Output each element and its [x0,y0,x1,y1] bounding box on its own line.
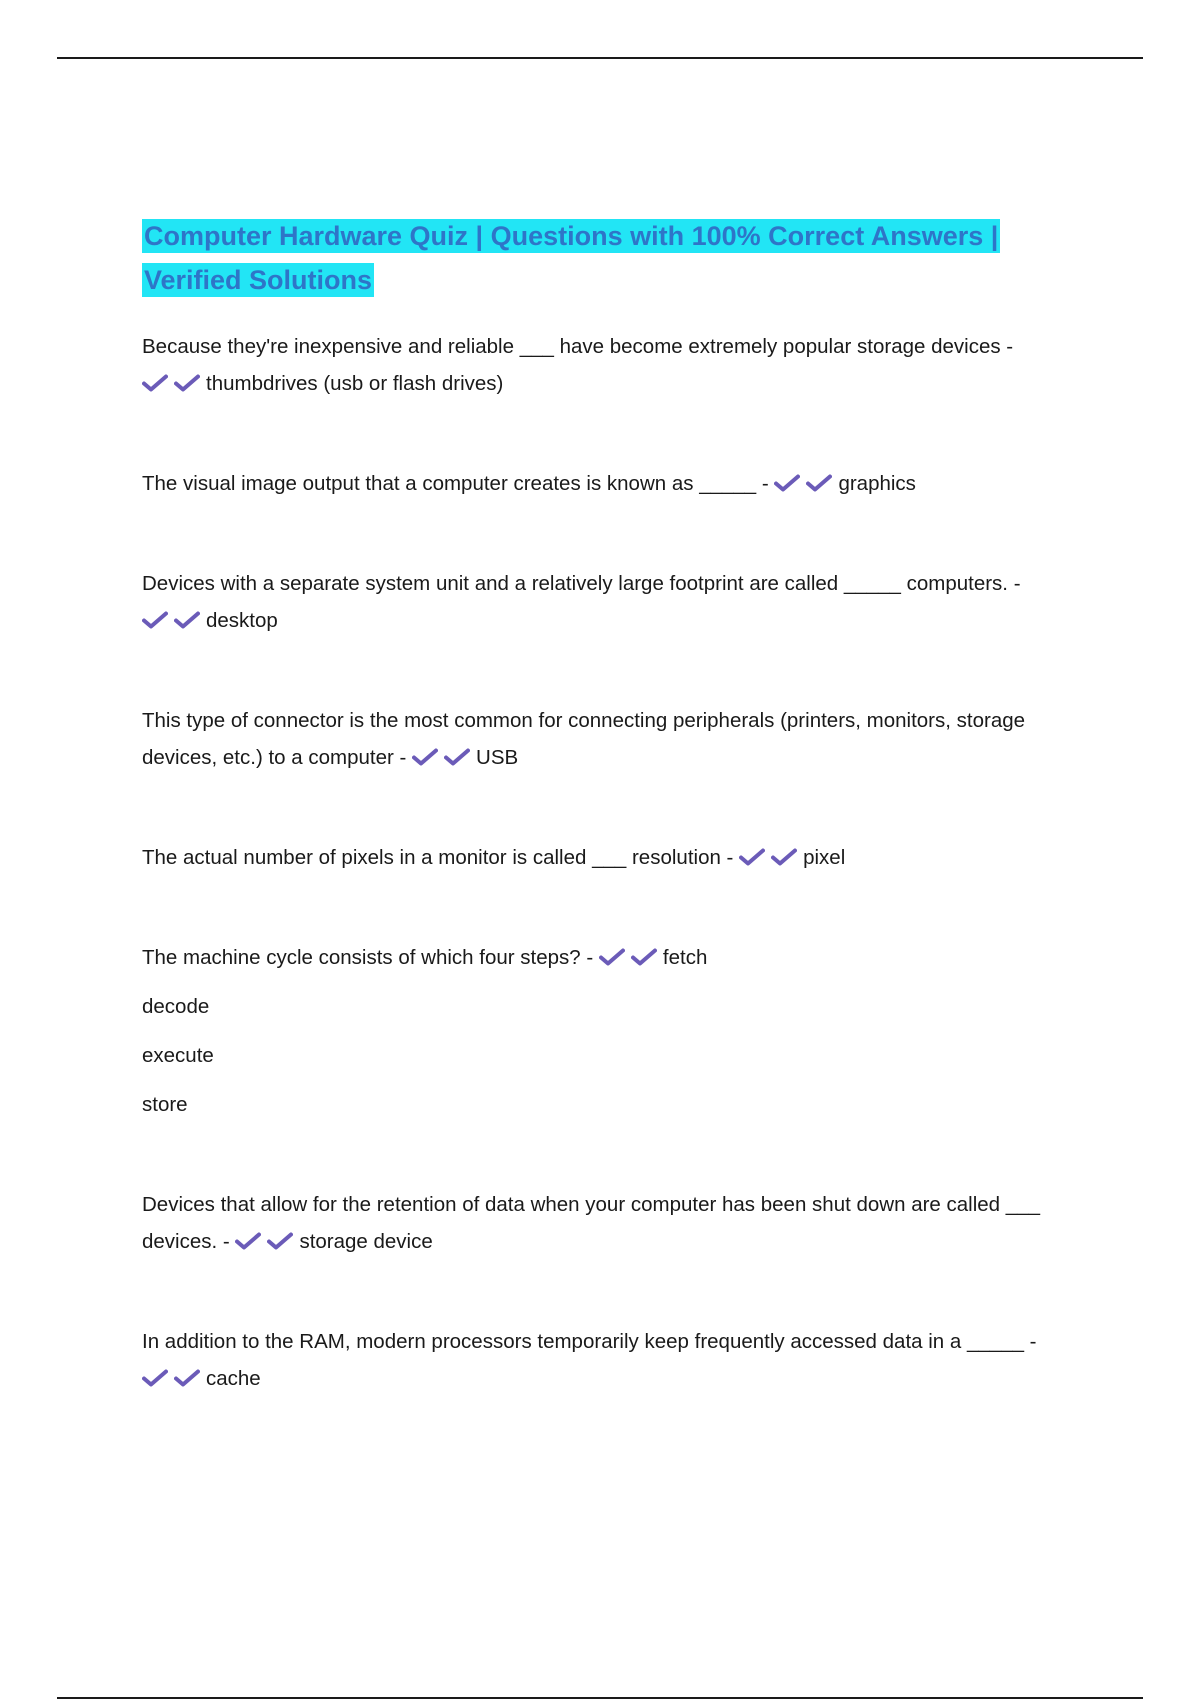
check-icon [174,1369,200,1387]
question-list [142,328,1062,1397]
question-item-7 [142,1186,1062,1260]
check-icon [235,1232,261,1250]
question-item-1 [142,328,1062,402]
check-icon [267,1232,293,1250]
answer-text: cache [206,1367,261,1390]
answer-continuation: decode [142,995,210,1018]
question-text: This type of connector is the most common for connecting peripherals (printers, monitors, storage devices, etc.) to a computer - [142,709,1026,769]
check-icon [631,948,657,966]
answer-text: fetch [662,946,708,969]
question-item-2 [142,465,1062,502]
answer-text: graphics [838,472,916,495]
title-line-2: Verified Solutions [144,265,373,295]
question-text: In addition to the RAM, modern processors temporarily keep frequently accessed data in a _____ - [142,1330,1037,1353]
footer-rule [57,1697,1143,1699]
question-text: The machine cycle consists of which four steps? - [142,946,594,969]
question-item-4 [142,702,1062,776]
question-item-3 [142,565,1062,639]
check-icon [174,611,200,629]
answer-text: USB [476,746,519,769]
question-item-8 [142,1323,1062,1397]
answer-marks [774,465,916,502]
question-text: Devices with a separate system unit and a relatively large footprint are called _____ computers. - [142,572,1021,595]
check-icon [774,474,800,492]
answer-continuation: store [142,1093,188,1116]
check-icon [806,474,832,492]
question-text: Devices that allow for the retention of data when your computer has been shut down are called ___ devices. - [142,1193,1040,1253]
answer-text: storage device [299,1230,433,1253]
check-icon [599,948,625,966]
check-icon [174,374,200,392]
question-text: The actual number of pixels in a monitor is called ___ resolution - [142,846,734,869]
question-text: The visual image output that a computer creates is known as _____ - [142,472,769,495]
document-body [142,214,1062,1397]
answer-marks [142,602,278,639]
answer-continuation: execute [142,1044,214,1067]
check-icon [412,748,438,766]
answer-marks [142,365,503,402]
answer-marks [142,1360,261,1397]
answer-marks [412,739,518,776]
answer-marks [599,939,707,976]
answer-text: pixel [803,846,846,869]
question-item-6 [142,939,1062,1123]
answer-marks [235,1223,432,1260]
answer-marks [739,839,845,876]
document-title [142,214,1062,302]
question-text: Because they're inexpensive and reliable ___ have become extremely popular storage devices - [142,335,1014,358]
answer-text: thumbdrives (usb or flash drives) [206,372,504,395]
header-rule [57,57,1143,59]
title-line-1: Computer Hardware Quiz | Questions with 100% Correct Answers | [144,221,999,251]
check-icon [771,848,797,866]
check-icon [444,748,470,766]
answer-text: desktop [206,609,278,632]
check-icon [142,611,168,629]
check-icon [739,848,765,866]
check-icon [142,374,168,392]
question-item-5 [142,839,1062,876]
check-icon [142,1369,168,1387]
